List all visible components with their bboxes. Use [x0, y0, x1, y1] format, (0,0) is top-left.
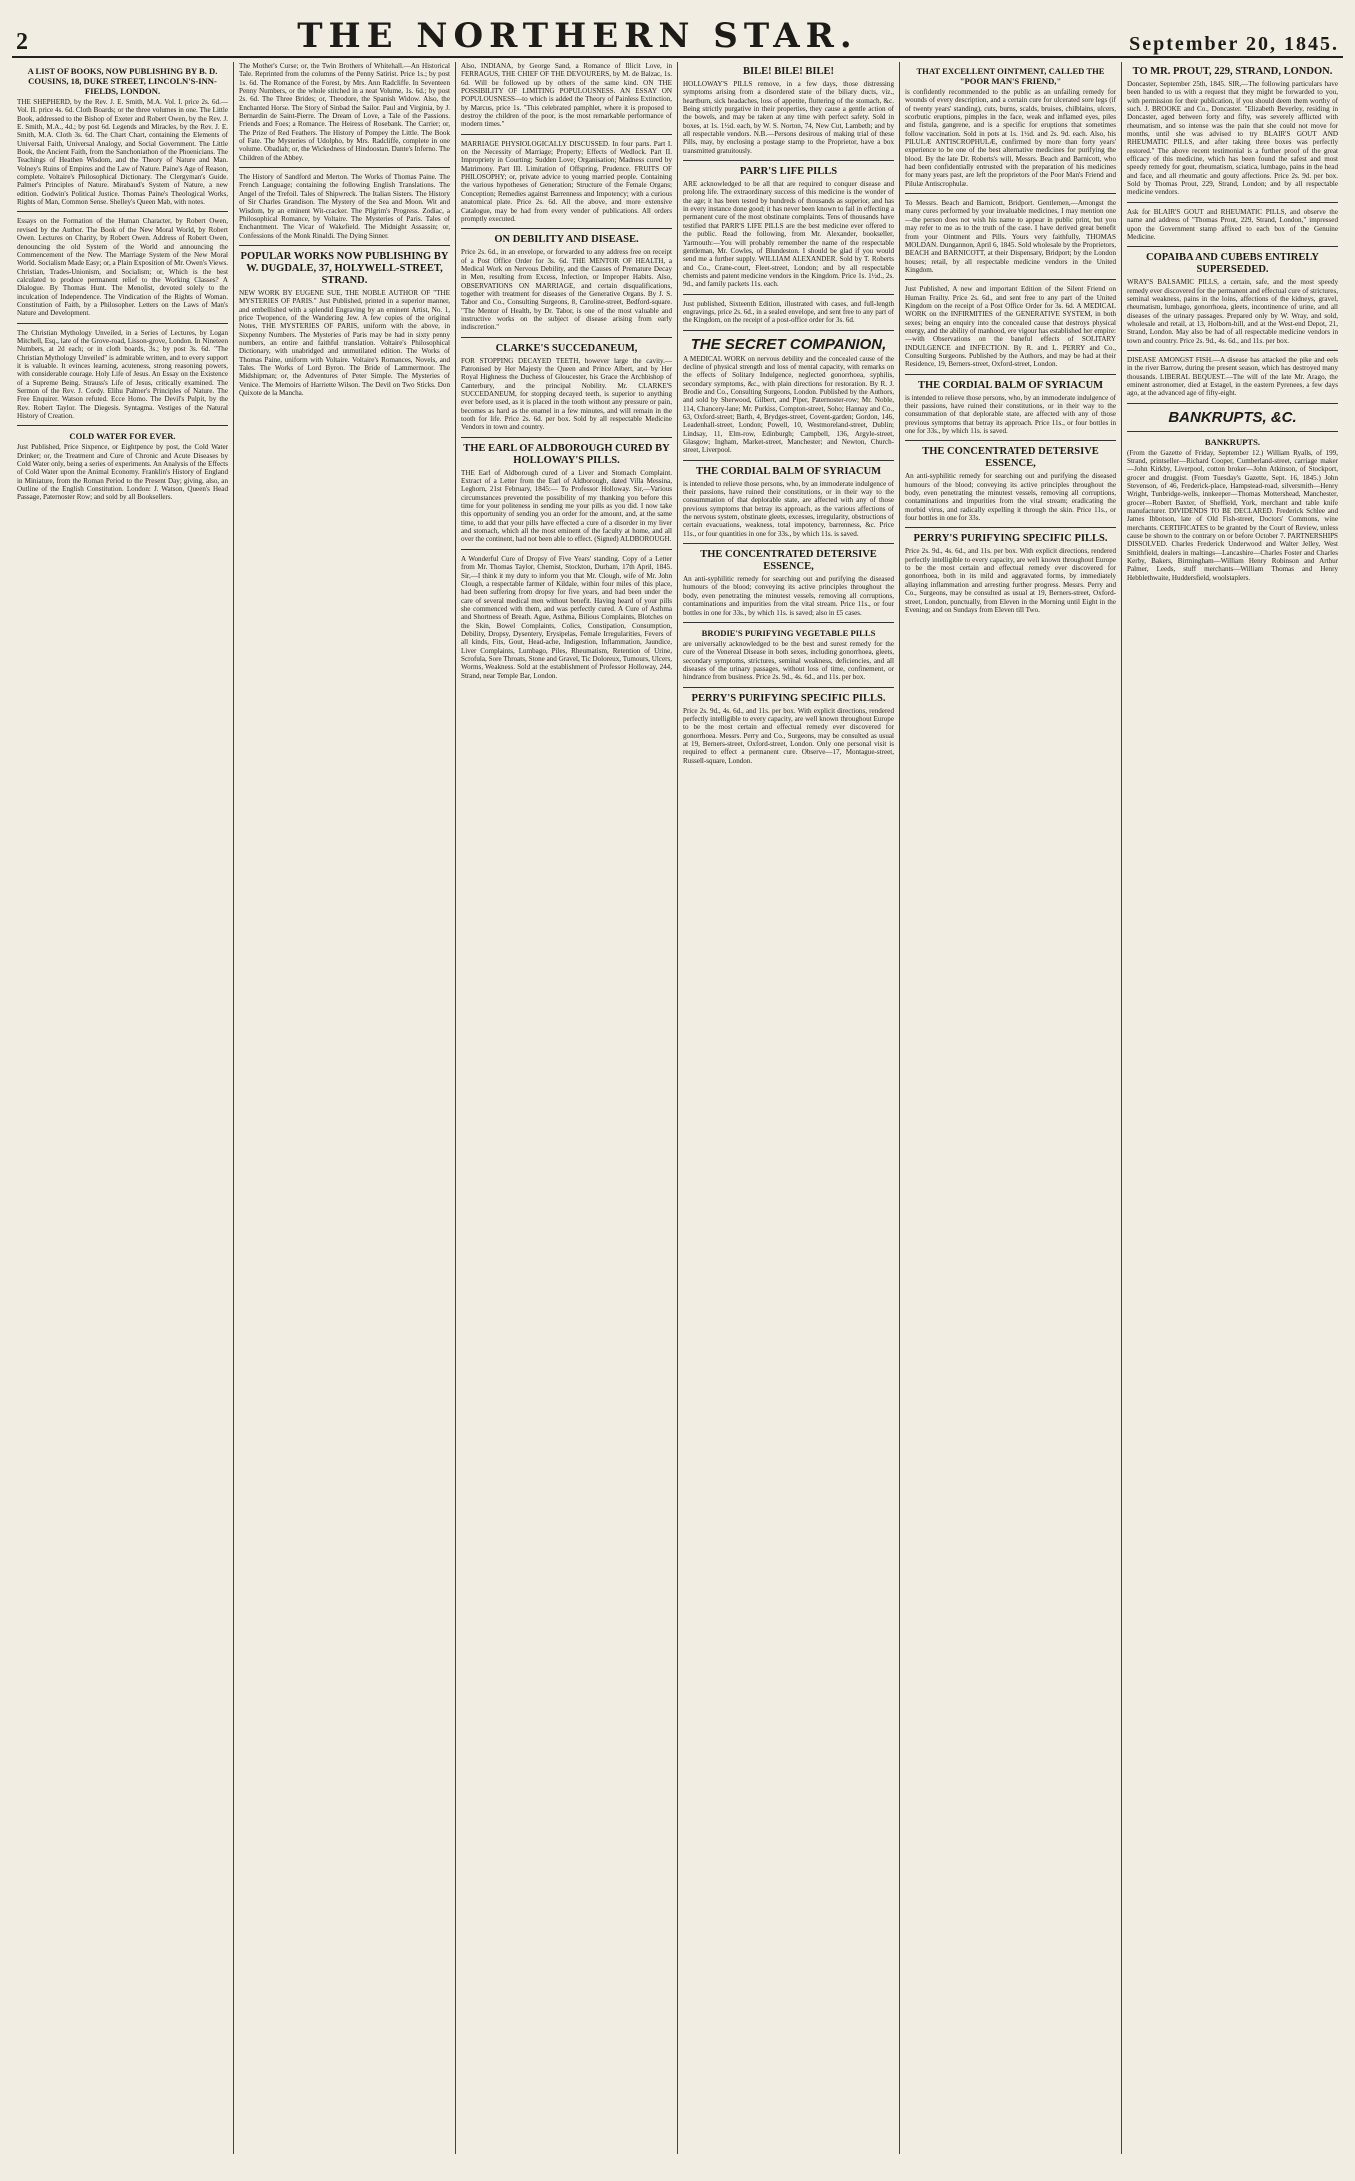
advertisement-block: [683, 166, 894, 288]
block-heading: CLARKE'S SUCCEDANEUM,: [495, 342, 638, 354]
block-body: Just Published, A new and important Edition of the Silent Friend on Human Frailty. Price 2s. 6d., and sent free to any part of the United Kingdom on the receipt of a Post Office Order for 3s. 6d. A MEDICAL WORK on the INFIRMITIES of the GENERATIVE SYSTEM, in both sexes; being an enquiry into the concealed cause that destroys physical energy, and the ability of manhood, ere vigour has established her empire:—with Observations on the baneful effects of SOLITARY INDULGENCE and INFECTION. By R. and L. PERRY and Co., Consulting Surgeons. Published by the Authors, and may be had at their Residence, 19, Berners-street, Oxford-street, London.: [905, 285, 1116, 369]
block-heading: BANKRUPTS.: [1204, 436, 1261, 447]
block-body: Doncaster, September 25th, 1845. SIR,—The following particulars have been handed to us with a request that they might be forwarded to you, with permission for their publication, if you should deem them worthy of such. J. BROOKE and Co., Doncaster. "Elizabeth Beverley, residing in Doncaster, aged between forty and fifty, was severely afflicted with rheumatism, and so intense was the pain that she could not move for months, until she was advised to try BLAIR'S GOUT AND RHEUMATIC PILLS, and after taking three boxes was perfectly restored." The above recent testimonial is a further proof of the great efficacy of this medicine, which has been found the safest and most speedy remedy for gout, rheumatism, sciatica, lumbago, pains in the head and face, and all rheumatic and gouty affections. Price 2s. 9d. per box. Sold by Thomas Prout, 229, Strand, London; and by all respectable medicine vendors.: [1127, 80, 1338, 197]
advertisement-block: [683, 300, 894, 325]
page-number: 2: [16, 29, 28, 55]
block-body: A MEDICAL WORK on nervous debility and the concealed cause of the decline of physical strength and loss of mental capacity, with remarks on the effects of Solitary Indulgence, neglected gonorrhoea, syphilis, secondary symptoms, &c., with plain directions for restoration. By R. J. Brodie and Co., Consulting Surgeons, London. Published by the Authors, and sold by Sherwood, Gilbert, and Piper, Paternoster-row; Mr. Noble, 114, Chancery-lane; Mr. Purkiss, Compton-street, Soho; Hannay and Co., 63, Oxford-street; Barth, 4, Brydges-street, Covent-garden; Gordon, 146, Leadenhall-street, London; Powell, 10, Westmoreland-street, Dublin; Lindsay, 11, Elm-row, Edinburgh; Campbell, 136, Argyle-street, Glasgow; Ingham, Market-street, Manchester; and Newton, Church-street, Liverpool.: [683, 354, 894, 455]
block-heading: PERRY'S PURIFYING SPECIFIC PILLS.: [913, 533, 1108, 545]
advertisement-block: [905, 380, 1116, 436]
column-rule: [683, 460, 894, 461]
column-rule: [1127, 202, 1338, 203]
block-body: THE Earl of Aldborough cured of a Liver and Stomach Complaint. Extract of a Letter from the Earl of Aldborough, dated Villa Messina, Leghorn, 21st February, 1845:— To Professor Holloway. Sir,—Various circumstances prevented the possibility of my thanking you before this time for your politeness in sending me your pills as you did. I now take this opportunity of sending you an order for the amount, and, at the same time, to add that your pills have effected a cure of a disorder in my liver and stomach, which all the most eminent of the faculty at home, and all over the continent, had not been able to effect. (Signed) ALDBOROUGH.: [461, 468, 672, 544]
advertisement-block: [239, 173, 450, 240]
advertisement-block: [1127, 252, 1338, 345]
block-body: (From the Gazette of Friday, September 12.) William Ryalls, of 199, Strand, printseller—Richard Cooper, Cumberland-street, carriage maker—John Kirkby, Liverpool, cotton broker—John Atkinson, of Stockport, grocer and druggist. (From Tuesday's Gazette, Sept. 16, 1845.) John Stevenson, of 46, Frederick-place, Hampstead-road, silversmith—Henry Wright, Tunbridge-wells, innkeeper—Thomas Mottershead, Manchester, grocer—Robert Baxter, of Sheffield, York, merchant and table knife manufacturer. DIVIDENDS TO BE DECLARED. Frederick Schlee and James Ibbotson, late of Old Fish-street, Doctors' Commons, wine merchants. CERTIFICATES to be granted by the Court of Review, unless cause be shown to the contrary on or before October 7. PARTNERSHIPS DISSOLVED. Charles Frederick Underwood and Walter Jelley, West Smithfield, dealers in maltings—Lancashire—Charles Foster and Charles Kerby, Bakers, Birmingham—William Henry Robinson and Arthur Palmer, Leeds, stuff merchants—William Thomas and Henry Hebblethwaite, Huddersfield, woolstaplers.: [1127, 448, 1338, 582]
column-5: [900, 62, 1122, 2154]
column-2: [234, 62, 456, 2154]
block-body: Essays on the Formation of the Human Character, by Robert Owen, revised by the Author. The Book of the New Moral World, by Robert Owen. Lectures on Charity, by Robert Owen. Address of Robert Owen, denouncing the old System of the World and announcing the Commencement of the New. The Marriage System of the New Moral World. Socialism Made Easy; or, a Plain Exposition of Mr. Owen's Views. Christian, Trades-Unionism, and Socialism; or, Which is the best calculated to produce permanent relief to the Working Classes? A Dialogue. By Thomas Hunt. The Menolist, devoted solely to the inculcation of Independence. The Vindication of the Rights of Woman. Constitution of Faith, by a Philosopher. Letters on the Laws of Man's Nature and Development.: [17, 217, 228, 318]
block-body: To Messrs. Beach and Barnicott, Bridport. Gentlemen,—Amongst the many cures performed by your invaluable medicines, I may mention one—the person does not wish his name to appear in public print, but you may refer to me as to the truth of the case. I have derived great benefit from your Ointment and Pills. Yours very faithfully, THOMAS MOLDAN. Dungannon, April 6, 1845. Sold wholesale by the Proprietors, BEACH and BARNICOTT, at their Dispensary, Bridport; by the London houses; retail, by all respectable medicine vendors in the United Kingdom.: [905, 199, 1116, 274]
block-body: MARRIAGE PHYSIOLOGICALLY DISCUSSED. In four parts. Part I. on the Necessity of Marriage; Property; Effects of Wedlock. Part II. Impropriety in Courting; Sudden Love; Organisation; Madness cured by Matrimony. Part III. Limitation of Offspring, Prudence. FRUITS OF PHILOSOPHY; or, private advice to young married people. Containing the various hypotheses of Generation; Structure of the Female Organs; Conception; Remedies against Barrenness and Impotency; with a curious anatomical plate. Price 2s. 6d. All the above, and more extensive Catalogue, may be had from every vender of publications. All orders promptly executed.: [461, 139, 672, 223]
block-body: Price 2s. 9d., 4s. 6d., and 11s. per box. With explicit directions, rendered perfectly intelligible to every capacity, are well known throughout Europe to be the most certain and effectual remedy ever discovered for gonorrhoea. Messrs. Perry and Co., Surgeons, may be consulted as usual at 19, Berners-street, Oxford-street, London. Only one personal visit is required to effect a permanent cure. Observe—17, Montague-street, Russell-square, London.: [683, 706, 894, 765]
block-body: is intended to relieve those persons, who, by an immoderate indulgence of their passions, have ruined their constitutions, or in their way to the consummation of that deplorable state, are affected with any of those previous symptoms that betray its approach. Price 11s., or four bottles in one for 33s., by which 11s. is saved.: [905, 393, 1116, 436]
block-heading: TO MR. PROUT, 229, STRAND, LONDON.: [1132, 66, 1333, 77]
block-body: NEW WORK BY EUGENE SUE, THE NOBLE AUTHOR OF "THE MYSTERIES OF PARIS." Just Published, printed in a superior manner, and embellished with a splendid Engraving by an eminent Artist, No. 1, price Twopence, of the Wandering Jew. A few copies of the original Notes, THE MYSTERIES OF PARIS, uniform with the above, in Sixpenny Numbers. The Mysteries of Paris may be had in sixty penny numbers, an entire and faithful translation. Voltaire's Philosophical Dictionary, with unabridged and unmutilated edition. The Works of Thomas Paine, uniform with Voltaire. Voltaire's Romances, Novels, and Tales. The Works of Lord Byron. The Bride of Lammermoor. The Midshipman; or, the Adventures of Peter Simple. The Mysteries of Venice. The Memoirs of Harriette Wilson. The Devil on Two Sticks. Don Quixote de la Mancha.: [239, 288, 450, 397]
block-heading: THE SECRET COMPANION,: [690, 335, 887, 353]
advertisement-block: [683, 628, 894, 682]
block-body: A Wonderful Cure of Dropsy of Five Years' standing. Copy of a Letter from Mr. Thomas Taylor, Chemist, Stockton, Durham, 17th April, 1845. Sir,—I think it my duty to inform you that Mr. Clough, wife of Mr. John Clough, a respectable farmer of Kildale, within four miles of this place, had been suffering from dropsy for five years, and had been under the care of several medical men without benefit. Having heard of your pills she commenced with them, and was perfectly cured. A Cure of Asthma and Shortness of Breath. Ague, Asthma, Bilious Complaints, Blotches on the Skin, Bowel Complaints, Colics, Constipation, Consumption, Debility, Dropsy, Dysentery, Erysipelas, Female Irregularities, Fevers of all kinds, Fits, Gout, Head-ache, Indigestion, Inflammation, Jaundice, Liver Complaints, Lumbago, Piles, Rheumatism, Retention of Urine, Scrofula, Sore Throats, Stone and Gravel, Tic Doloreux, Tumours, Ulcers, Worms, Weakness. Sold at the establishment of Professor Holloway, 244, Strand, near Temple Bar, London.: [461, 554, 672, 680]
column-rule: [461, 228, 672, 229]
block-body: HOLLOWAY'S PILLS remove, in a few days, those distressing symptoms arising from a disordered state of the biliary ducts, viz., heartburn, sick headaches, loss of appetite, fluttering of the stomach, &c. Being strictly purgative in their properties, they cause a gentle action of the bowels, and may be taken at any time with perfect safety. Sold in boxes, at 1s. 1½d. each, by W. S. Norton, 74, New Cut, Lambeth; and by all respectable vendors. N.B.—Persons desirous of making trial of these Pills, may, by enclosing a postage stamp to the Proprietor, have a box transmitted gratuitously.: [683, 80, 894, 155]
block-body: The History of Sandford and Merton. The Works of Thomas Paine. The French Language; containing the following English Translations. The Angel of the Trefoil. Tales of Shipwreck. The Italian Sisters. The History of Sir Charles Grandison. The Mystery of the Sea and Moon. Wit and Wisdom, by an eminent Wit-cracker. The Pilgrim's Progress. Zodiac, a Philosophical Romance, by Voltaire. The Mysteries of Paris. Tales of Enchantment. The Vicar of Wakefield. The Midnight Assassin; or, Confessions of the Monk Rinaldi. The Dying Sinner.: [239, 173, 450, 240]
block-body: Also, INDIANA, by George Sand, a Romance of Illicit Love, in FERRAGUS, THE CHIEF OF THE DEVOURERS, by M. de Balzac, 1s. 6d. Will be followed up by others of the same kind. ON THE POSSIBILITY OF LIMITING POPULOUSNESS. AN ESSAY ON POPULOUSNESS—to which is added the Theory of Painless Extinction, by Marcus, price 1s. "This celebrated pamphlet, where it is proposed to destroy the children of the poor, is the most remarkable performance of modern times.": [461, 62, 672, 129]
advertisement-block: [461, 555, 672, 680]
block-heading: BILE! BILE! BILE!: [742, 66, 835, 77]
advertisement-block: [683, 549, 894, 617]
column-rule: [461, 437, 672, 438]
block-body: are universally acknowledged to be the best and surest remedy for the cure of the Venereal Disease in both sexes, including gonorrhoea, gleets, secondary symptoms, strictures, seminal weakness, deficiencies, and all diseases of the urinary passages, without loss of time, confinement, or hindrance from business. Price 2s. 9d., 4s. 6d., and 11s. per box.: [683, 639, 894, 682]
block-heading: THE EARL OF ALDBOROUGH CURED BY HOLLOWAY'S PILLS.: [463, 442, 670, 466]
column-rule: [1127, 246, 1338, 247]
block-heading: PERRY'S PURIFYING SPECIFIC PILLS.: [691, 692, 886, 704]
advertisement-block: [1127, 356, 1338, 398]
block-heading: A LIST OF BOOKS, NOW PUBLISHING BY B. D. COUSINS, 18, DUKE STREET, LINCOLN'S-INN-FIELDS, LONDON.: [27, 66, 218, 96]
advertisement-block: [905, 66, 1116, 188]
advertisement-block: [1127, 208, 1338, 241]
column-rule: [905, 374, 1116, 375]
block-body: THE SHEPHERD, by the Rev. J. E. Smith, M.A. Vol. I. price 2s. 6d.—Vol. II. price 4s. 6d. Cloth Boards; or the three volumes in one. The Little Book, addressed to the Bishop of Exeter and Robert Owen, by the Rev. J. E. Smith, M.A., 4d.; by post 6d. Legends and Miracles, by the Rev. J. E. Smith, M.A. Cloth 3s. 6d. The Chart Chart, containing the Elements of Universal Faith, Universal Analogy, and Social Government. The Little Book, the Ancient Faith, from the Sanchoniathon of the Phoenicians. The Teachings of Heathen Wisdom, and the Theory of Nature and Man. Volney's Ruins of Empires and the Law of Nature. Paine's Age of Reason, complete. Voltaire's Philosophical Dictionary. The Clergyman's Guide. Palmer's Principles of Nature. Mirabaud's System of Nature, a new edition. Godwin's Political Justice. Thomas Paine's Theological Works, Rights of Man, Common Sense. Shelley's Queen Mab, with notes.: [17, 98, 228, 207]
column-rule: [683, 622, 894, 623]
column-rule: [683, 160, 894, 161]
newspaper-page: [12, 10, 1343, 2160]
column-rule: [1127, 403, 1338, 404]
column-rule: [461, 134, 672, 135]
column-rule: [905, 527, 1116, 528]
block-body: Price 2s. 9d., 4s. 6d., and 11s. per box. With explicit directions, rendered perfectly intelligible to every capacity, are well known throughout Europe to be the most certain and effectual remedy ever discovered for gonorrhoea, both in its mild and aggravated forms, by immediately allaying inflammation and arresting further progress. Messrs. Perry and Co., Surgeons, may be consulted as usual at 19, Berners-street, Oxford-street, London, punctually, from Eleven in the Morning until Eight in the Evening; and on Sundays from Eleven till Two.: [905, 547, 1116, 614]
column-rule: [905, 279, 1116, 280]
advertisement-block: [239, 62, 450, 162]
block-body: Just Published, Price Sixpence, or Eightpence by post, the Cold Water Drinker; or, the Treatment and Cure of Chronic and Acute Diseases by Cold Water only, being a series of experiments. An Analysis of the Effects of Cold Water upon the Animal Economy. Franklin's History of England in Miniature, from the Roman Period to the Present Day; giving, also, an Outline of the English Constitution. London: J. Watson, Queen's Head Passage, Paternoster Row; and sold by all Booksellers.: [17, 443, 228, 502]
block-body: FOR STOPPING DECAYED TEETH, however large the cavity.—Patronised by Her Majesty the Queen and Prince Albert, and by Her Royal Highness the Duchess of Gloucester, his Grace the Archbishop of Canterbury, and the principal Nobility. Mr. CLARKE'S SUCCEDANEUM, for stopping decayed teeth, is superior to anything ever before used, as it is placed in the tooth without any pressure or pain, becomes as hard as the enamel in a few minutes, and will remain in the tooth for life. Price 2s. 6d. per box. Sold by all respectable Medicine Vendors in town and country.: [461, 356, 672, 432]
advertisement-block: [461, 343, 672, 432]
advertisement-block: [1127, 66, 1338, 197]
column-rule: [905, 193, 1116, 194]
advertisement-block: [683, 693, 894, 765]
advertisement-block: [461, 140, 672, 223]
column-rule: [17, 211, 228, 212]
advertisement-block: [461, 234, 672, 331]
block-body: is intended to relieve those persons, who, by an immoderate indulgence of their passions, have ruined their constitutions, or in their way to the consummation of that deplorable state, are affected with any of those previous symptoms that betray its approach, as the various affections of the nervous system, obstinate gleets, excesses, irregularity, obstructions of certain evacuations, weakness, total impotency, barrenness, &c. Price 11s., or four quantities in one for 33s., by which 11s. is saved.: [683, 479, 894, 538]
advertisement-block: [905, 285, 1116, 368]
advertisement-block: [905, 446, 1116, 522]
block-body: The Mother's Curse; or, the Twin Brothers of Whitehall.—An Historical Tale. Reprinted from the columns of the Penny Satirist. Price 1s.; by post 1s. 6d. The Romance of the Forest, by Mrs. Ann Radcliffe. In Seventeen Penny Numbers, or the whole stitched in a neat Volume, 1s. 6d.; by post 2s. 6d. The Three Brides; or, Theodore, the Spanish Widow. Also, the Enchanted Horse. The Story of Sinbad the Sailor. Paul and Virginia, by J. Bernardin de Saint-Pierre. The Dream of Love, a Tale of the Passions. Friends and Foes; a Romance. The Heiress of Rosebank. The Carrier; or, The Prize of Red Feathers. The History of Pompey the Little. The Book of Fate. The Mysteries of Udolpho, by Mrs. Radcliffe, complete in one volume. Obadiah; or, the Wickedness of Hindoostan. Dante's Inferno. The Children of the Abbey.: [239, 62, 450, 162]
column-rule: [905, 440, 1116, 441]
column-rule: [683, 330, 894, 331]
block-body: Ask for BLAIR'S GOUT and RHEUMATIC PILLS, and observe the name and address of "Thomas Prout, 229, Strand, London," impressed upon the Government stamp affixed to each box of the Genuine Medicine.: [1127, 207, 1338, 241]
block-heading: THE CONCENTRATED DETERSIVE ESSENCE,: [700, 549, 877, 573]
block-body: DISEASE AMONGST FISH.—A disease has attacked the pike and eels in the river Barrow, during the present season, which has destroyed many thousands. LIBERAL BEQUEST.—The will of the late Mr. Arago, the eminent astronomer, died at Estagel, in the eastern Pyrenees, a few days ago, at the advanced age of fifty-eight.: [1127, 355, 1338, 398]
advertisement-block: [683, 66, 894, 155]
advertisement-block: [1127, 409, 1338, 426]
issue-date: September 20, 1845.: [1129, 33, 1339, 55]
block-heading: THE CORDIAL BALM OF SYRIACUM: [695, 465, 882, 477]
column-rule: [17, 323, 228, 324]
block-body: Price 2s. 6d., in an envelope, or forwarded to any address free on receipt of a Post Office Order for 3s. 6d. THE MENTOR OF HEALTH, a Medical Work on Nervous Debility, and the Causes of Premature Decay in Men, resulting from Excess, Infection, or Improper Habits. Also, OBSERVATIONS ON MARRIAGE, and certain disqualifications, together with treatment for diseases of the Generative Organs. By J. S. Tabor and Co., Consulting Surgeons, 8, Caroline-street, Bedford-square. "The Mentor of Health, by Dr. Tabor, is one of the most valuable and instructive works on the subject of disease arising from early indiscretion.": [461, 248, 672, 332]
block-body: ARE acknowledged to be all that are required to conquer disease and prolong life. The extraordinary success of this medicine is the wonder of the age; it has been tested by hundreds of thousands as superior, and has in every instance done good; it has never been known to fail in effecting a permanent cure of the most obstinate complaints. Tens of thousands have testified that PARR'S LIFE PILLS are the best medicine ever offered to the public. Read the following, from Mr. Alexander, bookseller, Yarmouth:—You will probably remember the name of the respectable gentleman, Mr. Cowles, of Blundeston. I should be glad if you would send me a further supply. WILLIAM ALEXANDER. Sold by T. Roberts and Co., Crane-court, Fleet-street, London; and by all respectable chemists and patent medicine vendors in the Kingdom. Price 1s. 1½d., 2s. 9d., and family packets 11s. each.: [683, 180, 894, 289]
advertisement-block: [17, 217, 228, 317]
column-rule: [1127, 431, 1338, 432]
column-rule: [683, 294, 894, 295]
advertisement-block: [17, 66, 228, 206]
column-rule: [461, 549, 672, 550]
block-heading: COLD WATER FOR EVER.: [69, 431, 176, 442]
advertisement-block: [17, 431, 228, 501]
block-body: An anti-syphilitic remedy for searching out and purifying the diseased humours of the blood; conveying its active principles throughout the body, even penetrating the minutest vessels, removing all corruptions, contaminations and impurities from the vital stream. Price 11s., or four bottles in one for 33s., by which 11s. is saved; also in £5 cases.: [683, 575, 894, 617]
block-heading: PARR'S LIFE PILLS: [739, 166, 838, 178]
block-body: WRAY'S BALSAMIC PILLS, a certain, safe, and the most speedy remedy ever discovered for the permanent and effectual cure of strictures, seminal weakness, pains in the loins, affections of the kidneys, gravel, rheumatism, lumbago, gonorrhoea, gleets, incontinence of urine, and all diseases of the urinary passages. Prepared only by W. Wray, and sold, wholesale and retail, at 13, Holborn-hill, and at the West-end Depot, 21, Strand, London. May also be had of all respectable medicine vendors in town and country. Price 2s. 9d., 4s. 6d., and 11s. per box.: [1127, 278, 1338, 345]
block-heading: POPULAR WORKS NOW PUBLISHING BY W. DUGDALE, 37, HOLYWELL-STREET, STRAND.: [240, 250, 449, 286]
masthead: [12, 10, 1343, 58]
column-rule: [17, 425, 228, 426]
advertisement-block: [17, 329, 228, 421]
column-container: [12, 62, 1343, 2154]
advertisement-block: [239, 251, 450, 397]
advertisement-block: [905, 199, 1116, 274]
advertisement-block: [905, 533, 1116, 614]
block-heading: BRODIE'S PURIFYING VEGETABLE PILLS: [701, 627, 876, 638]
column-rule: [239, 167, 450, 168]
block-body: is confidently recommended to the public as an unfailing remedy for wounds of every description, and a certain cure for ulcerated sore legs (if of twenty years' standing), cuts, burns, scalds, bruises, chilblains, ulcers, scorbutic eruptions, pimples in the face, weak and inflamed eyes, piles and fistula, gangrene, and is a specific for eruptions that sometimes follow vaccination. Sold in pots at 1s. 1½d. and 2s. 9d. each. Also, his PILULÆ ANTISCROPHULÆ, confirmed by more than forty years' experience to be one of the best alternative medicines for purifying the blood. By the late Dr. Roberts's will, Messrs. Beach and Barnicott, who had been confidentially entrusted with the preparation of his medicines for many years past, are left the proprietors of the Poor Man's Friend and Pilulæ Antiscrophulæ.: [905, 88, 1116, 188]
column-6: [1122, 62, 1343, 2154]
column-3: [456, 62, 678, 2154]
column-rule: [239, 245, 450, 246]
column-rule: [1127, 350, 1338, 351]
advertisement-block: [683, 336, 894, 455]
block-heading: ON DEBILITY AND DISEASE.: [494, 234, 639, 246]
newspaper-title: THE NORTHERN STAR.: [297, 16, 858, 56]
column-rule: [461, 337, 672, 338]
advertisement-block: [461, 62, 672, 129]
column-rule: [683, 543, 894, 544]
block-heading: THE CONCENTRATED DETERSIVE ESSENCE,: [922, 446, 1099, 470]
block-heading: COPAIBA AND CUBEBS ENTIRELY SUPERSEDED.: [1145, 252, 1319, 276]
advertisement-block: [461, 443, 672, 544]
block-heading: THE CORDIAL BALM OF SYRIACUM: [917, 379, 1104, 391]
block-body: An anti-syphilitic remedy for searching out and purifying the diseased humours of the blood; conveying its active principles throughout the body, even penetrating the minutest vessels, removing all corruptions, contaminations and impurities from the vital stream; eradicating the morbid virus, and radically expelling it through the skin. Price 11s., or four bottles in one for 33s.: [905, 472, 1116, 523]
advertisement-block: [683, 466, 894, 538]
column-4: [678, 62, 900, 2154]
column-rule: [683, 687, 894, 688]
block-body: Just published, Sixteenth Edition, illustrated with cases, and full-length engravings, price 2s. 6d., in a sealed envelope, and sent free to any part of the Kingdom, on the receipt of a post-office order for 3s. 6d.: [683, 299, 894, 325]
block-body: The Christian Mythology Unveiled, in a Series of Lectures, by Logan Mitchell, Esq., late of the Grove-road, Lisson-grove, London. In Nineteen Numbers, at 2d each; or in cloth boards, 3s.; by post 3s. 6d. "The Christian Mythology Unveiled" is admirable written, and to every support it is valuable. It evinces learning, acuteness, strong reasoning powers, with considerable courage. Holy Life of Jesus. An Essay on the Existence of a Supreme Being. Strauss's Life of Jesus, critically examined. The Sermon of the Rev. J. Cordy. Elihu Palmer's Principles of Nature. The Free Enquirer. Watson refuted. Ecce Homo. The Devil's Pulpit, by the Rev. Robert Taylor. The Diegesis. Syntagma. Vestiges of the Natural History of Creation.: [17, 328, 228, 421]
column-1: [12, 62, 234, 2154]
block-heading: BANKRUPTS, &C.: [1168, 408, 1297, 426]
block-heading: THAT EXCELLENT OINTMENT, CALLED THE "POOR MAN'S FRIEND,": [916, 66, 1105, 86]
advertisement-block: [1127, 437, 1338, 583]
